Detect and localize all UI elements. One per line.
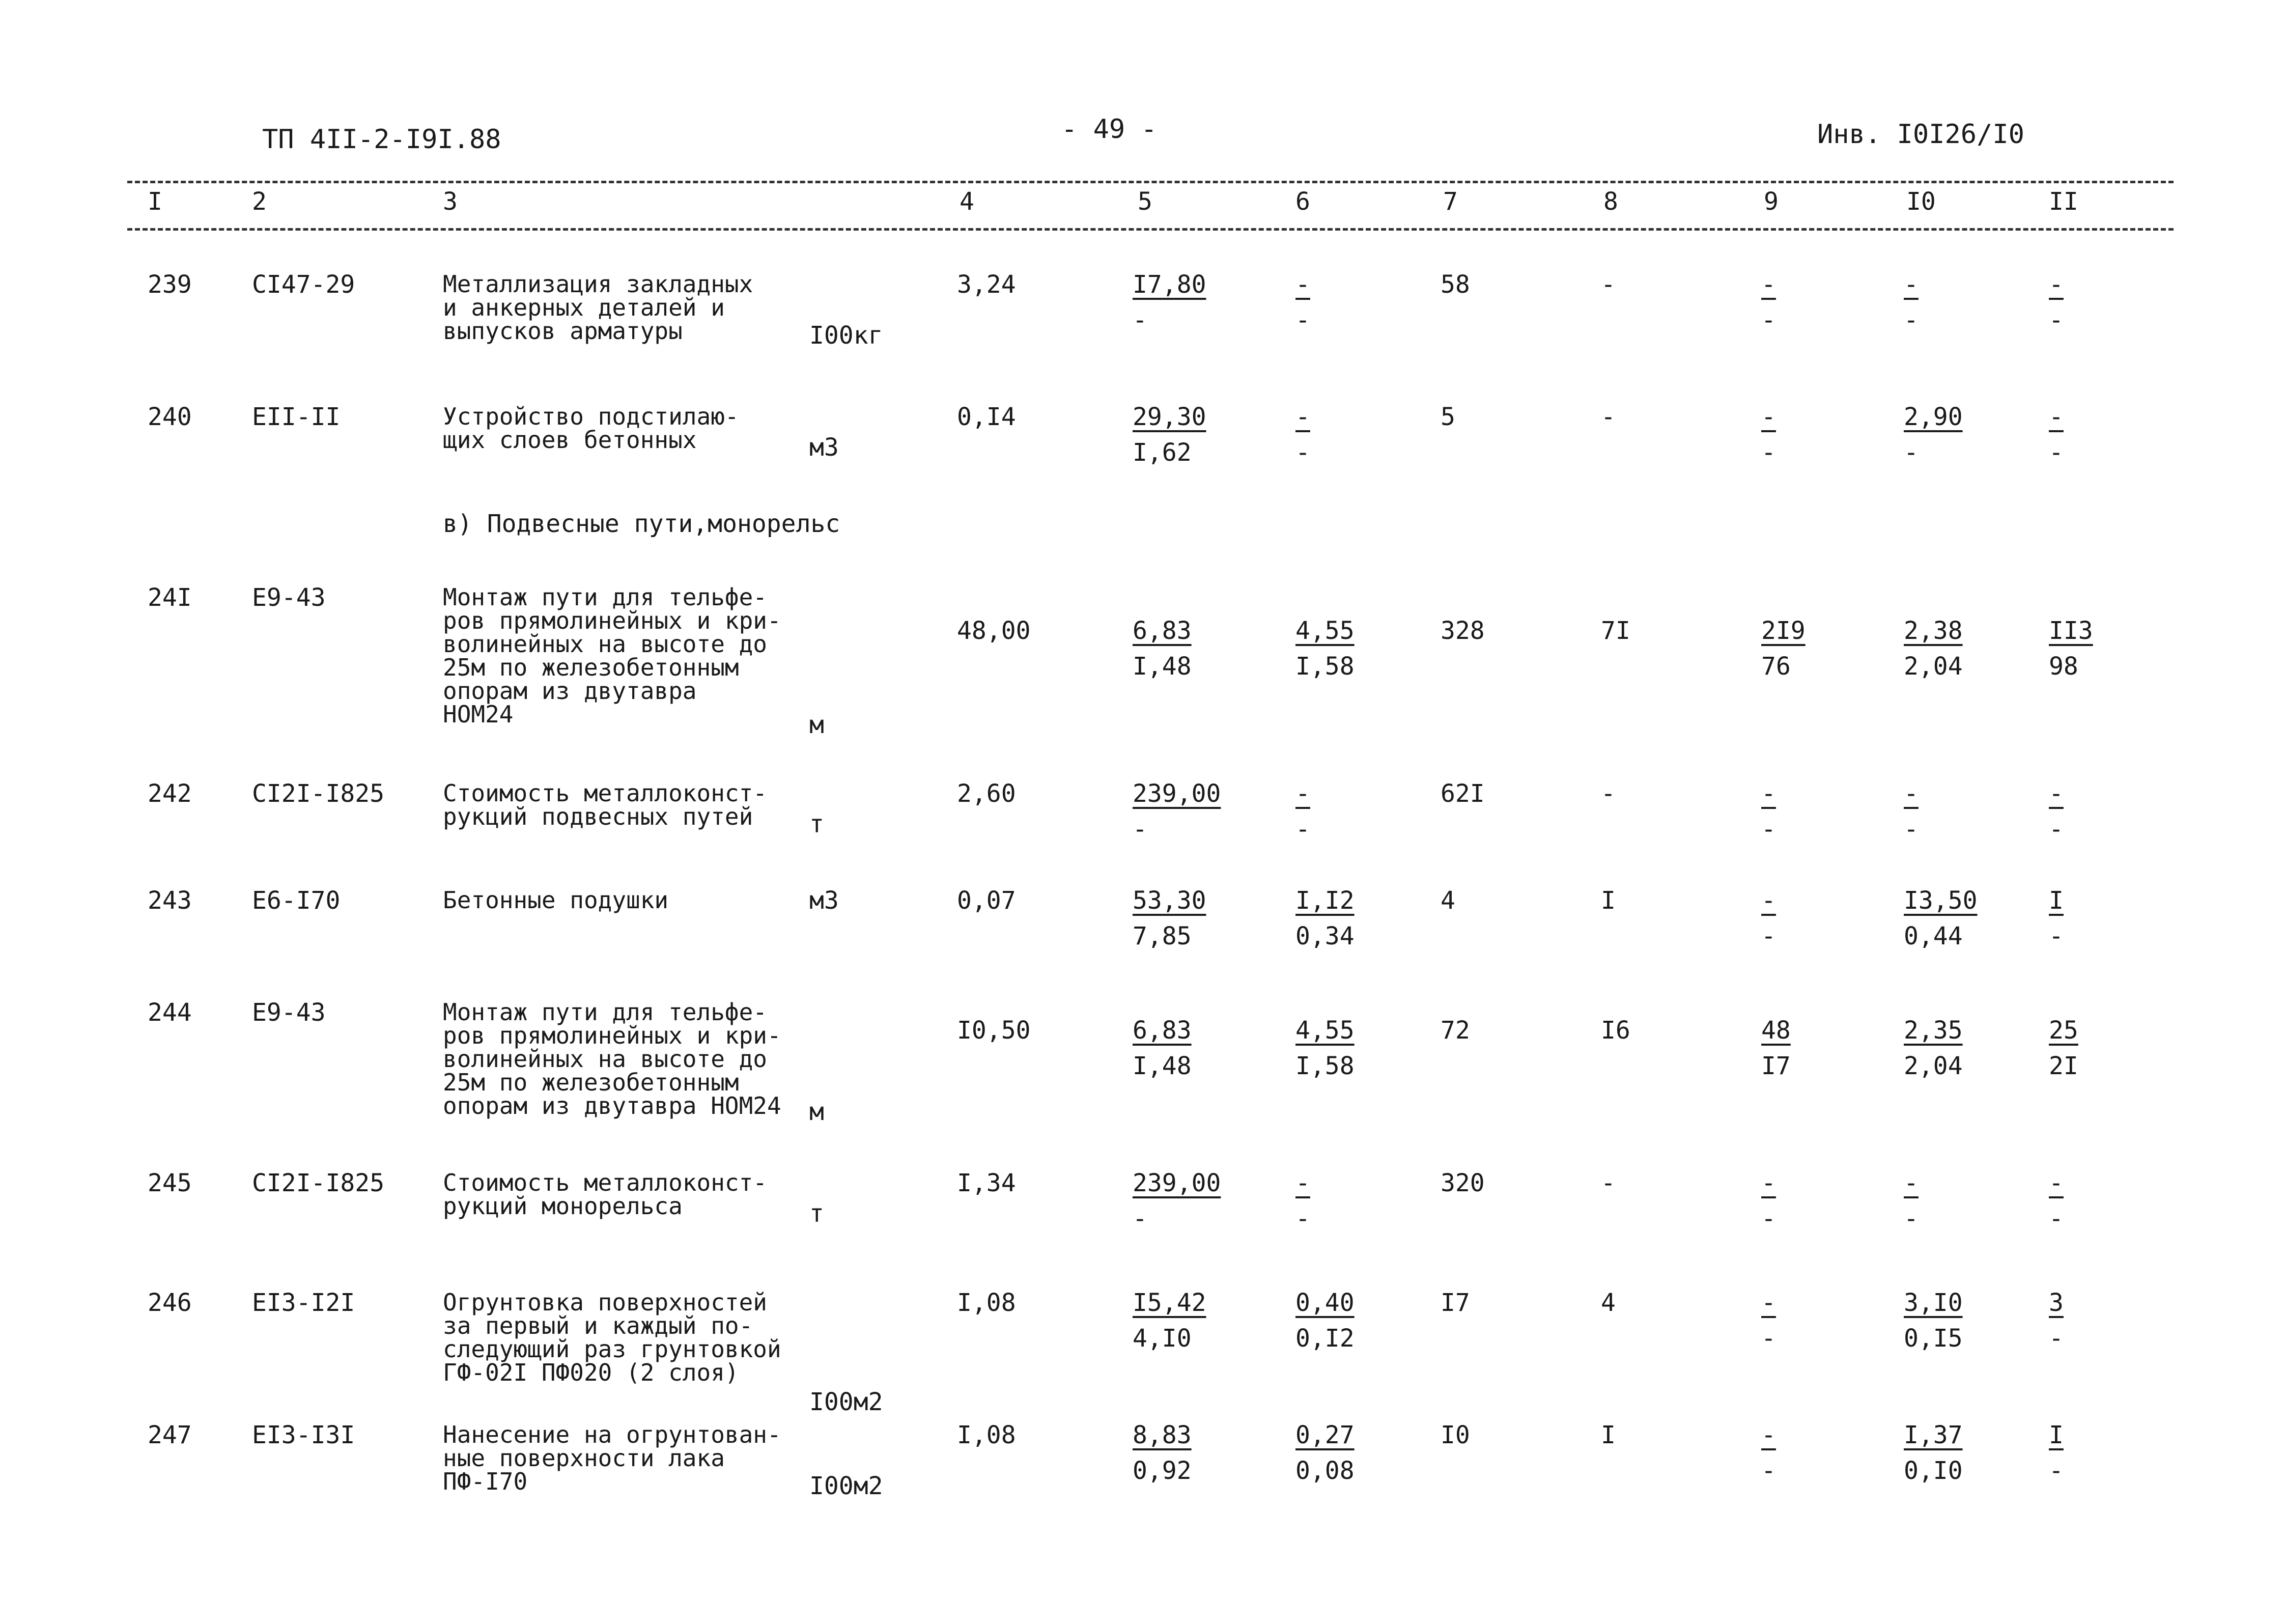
col6-value-numerator: - — [1295, 779, 1310, 808]
col9-value — [1761, 1171, 1782, 1231]
col6-value-numerator: I,I2 — [1295, 886, 1355, 915]
col11-value-numerator: 25 — [2049, 1016, 2078, 1045]
col6-value-denominator: - — [1295, 438, 1310, 467]
col5-value-numerator: 8,83 — [1133, 1421, 1192, 1449]
col-header-4: 4 — [960, 187, 974, 216]
header-rule-bottom — [127, 228, 2174, 231]
col10-value-numerator: I3,50 — [1904, 886, 1978, 915]
col9-value-denominator: - — [1761, 1205, 1776, 1233]
work-description: Монтаж пути для тельфе- ров прямолинейных и кри- волинейных на высоте до 25м по железобетонным опорам из двутавра НОМ24 — [443, 998, 781, 1119]
col7-value: 328 — [1441, 617, 1485, 645]
col9-value-denominator: - — [1761, 922, 1776, 950]
unit-of-measure: т — [809, 1199, 824, 1228]
col10-value-denominator: - — [1904, 306, 1919, 334]
col10-value-numerator: - — [1904, 270, 1919, 299]
col7-value: I7 — [1441, 1289, 1470, 1317]
col5-value — [1133, 272, 1206, 332]
col6-value — [1295, 781, 1316, 842]
rate-code: CI2I-I825 — [252, 779, 385, 808]
col11-value-numerator: - — [2049, 1169, 2064, 1197]
col6-value-denominator: 0,I2 — [1295, 1324, 1355, 1353]
rate-code: EI3-I3I — [252, 1421, 355, 1449]
col9-value-numerator: - — [1761, 779, 1776, 808]
col11-value-denominator: 98 — [2049, 652, 2078, 681]
col5-value-denominator: I,48 — [1133, 652, 1192, 681]
col6-value-denominator: I,58 — [1295, 1052, 1355, 1080]
col6-value-denominator: I,58 — [1295, 652, 1355, 681]
col10-value-denominator: 2,04 — [1904, 652, 1963, 681]
col5-value — [1133, 781, 1221, 842]
col8-value: I — [1601, 886, 1616, 915]
col6-value-numerator: - — [1295, 1169, 1310, 1197]
work-description: Бетонные подушки — [443, 886, 669, 914]
col5-value-denominator: - — [1133, 815, 1147, 844]
quantity: 3,24 — [957, 270, 1016, 299]
quantity: I,34 — [957, 1169, 1016, 1197]
col7-value: 58 — [1441, 270, 1470, 299]
col5-value-denominator: - — [1133, 1205, 1147, 1233]
col10-value-numerator: 2,90 — [1904, 403, 1963, 431]
col11-value — [2049, 405, 2069, 465]
row-number: 245 — [148, 1169, 192, 1197]
work-description: Устройство подстилаю- щих слоев бетонных — [443, 403, 739, 454]
col5-value — [1133, 888, 1206, 948]
col5-value-denominator: 0,92 — [1133, 1457, 1192, 1485]
col10-value-denominator: - — [1904, 438, 1919, 467]
col11-value-numerator: I — [2049, 886, 2064, 915]
col9-value — [1761, 1423, 1782, 1483]
col9-value-denominator: 76 — [1761, 652, 1791, 681]
rate-code: E9-43 — [252, 583, 326, 612]
col5-value-denominator: I,48 — [1133, 1052, 1192, 1080]
unit-of-measure: м — [809, 1098, 824, 1126]
col7-value: I0 — [1441, 1421, 1470, 1449]
col6-value — [1295, 1291, 1355, 1351]
col7-value: 72 — [1441, 1016, 1470, 1045]
col8-value: - — [1601, 403, 1616, 431]
quantity: 0,I4 — [957, 403, 1016, 431]
unit-of-measure: м3 — [809, 433, 839, 462]
rate-code: CI47-29 — [252, 270, 355, 299]
col6-value-numerator: - — [1295, 270, 1310, 299]
col10-value-denominator: 2,04 — [1904, 1052, 1963, 1080]
col10-value — [1904, 1291, 1963, 1351]
unit-of-measure: I00м2 — [809, 1472, 883, 1500]
col6-value-numerator: - — [1295, 403, 1310, 431]
col11-value — [2049, 888, 2069, 948]
page-number: - 49 - — [1061, 114, 1157, 145]
col5-value — [1133, 405, 1206, 465]
col6-value-denominator: 0,34 — [1295, 922, 1355, 950]
inventory-number: Инв. I0I26/I0 — [1817, 119, 2024, 150]
col9-value-denominator: - — [1761, 1457, 1776, 1485]
col5-value-numerator: 53,30 — [1133, 886, 1206, 915]
rate-code: E6-I70 — [252, 886, 341, 915]
col7-value: 62I — [1441, 779, 1485, 808]
col10-value — [1904, 888, 1978, 948]
rate-code: EII-II — [252, 403, 341, 431]
col8-value: - — [1601, 1169, 1616, 1197]
row-number: 246 — [148, 1289, 192, 1317]
col9-value — [1761, 1018, 1791, 1078]
row-number: 24I — [148, 583, 192, 612]
col10-value — [1904, 405, 1963, 465]
col10-value — [1904, 781, 1924, 842]
quantity: 2,60 — [957, 779, 1016, 808]
rate-code: CI2I-I825 — [252, 1169, 385, 1197]
col6-value — [1295, 272, 1316, 332]
col9-value — [1761, 888, 1782, 948]
rate-code: EI3-I2I — [252, 1289, 355, 1317]
col8-value: - — [1601, 779, 1616, 808]
col11-value-denominator: - — [2049, 1324, 2064, 1353]
col10-value-denominator: - — [1904, 1205, 1919, 1233]
col5-value — [1133, 1171, 1221, 1231]
col9-value-numerator: - — [1761, 1289, 1776, 1317]
work-description: Огрунтовка поверхностей за первый и каждый по- следующий раз грунтовкой ГФ-02I ПФ020 (2 слоя) — [443, 1289, 781, 1386]
col-header-8: 8 — [1603, 187, 1618, 216]
col5-value — [1133, 1018, 1192, 1078]
col11-value — [2049, 1291, 2069, 1351]
col11-value — [2049, 1423, 2069, 1483]
col11-value-denominator: - — [2049, 438, 2064, 467]
col9-value — [1761, 619, 1806, 679]
col6-value — [1295, 619, 1355, 679]
col6-value-numerator: 4,55 — [1295, 1016, 1355, 1045]
col5-value-numerator: 239,00 — [1133, 779, 1221, 808]
col5-value — [1133, 619, 1192, 679]
col10-value-denominator: 0,44 — [1904, 922, 1963, 950]
col10-value — [1904, 619, 1963, 679]
col11-value-denominator: - — [2049, 306, 2064, 334]
col11-value-denominator: 2I — [2049, 1052, 2078, 1080]
header-rule-top — [127, 181, 2174, 183]
col6-value-denominator: - — [1295, 815, 1310, 844]
col-header-7: 7 — [1443, 187, 1458, 216]
col9-value-denominator: - — [1761, 815, 1776, 844]
col7-value: 5 — [1441, 403, 1455, 431]
quantity: I0,50 — [957, 1016, 1031, 1045]
col6-value — [1295, 1171, 1316, 1231]
col8-value: I — [1601, 1421, 1616, 1449]
col-header-9: 9 — [1764, 187, 1779, 216]
col5-value-numerator: I5,42 — [1133, 1289, 1206, 1317]
col11-value — [2049, 781, 2069, 842]
col-header-2: 2 — [252, 187, 267, 216]
row-number: 247 — [148, 1421, 192, 1449]
col9-value-denominator: - — [1761, 1324, 1776, 1353]
col10-value-numerator: 2,38 — [1904, 617, 1963, 645]
col9-value-numerator: - — [1761, 270, 1776, 299]
work-description: Нанесение на огрунтован- ные поверхности лака ПФ-I70 — [443, 1421, 781, 1495]
col11-value-numerator: II3 — [2049, 617, 2093, 645]
col6-value-denominator: 0,08 — [1295, 1457, 1355, 1485]
col11-value-denominator: - — [2049, 815, 2064, 844]
quantity: 48,00 — [957, 617, 1031, 645]
col10-value-numerator: - — [1904, 779, 1919, 808]
col8-value: - — [1601, 270, 1616, 299]
document-code: ТП 4II-2-I9I.88 — [262, 124, 501, 155]
col11-value — [2049, 619, 2093, 679]
col6-value — [1295, 405, 1316, 465]
col11-value-numerator: I — [2049, 1421, 2064, 1449]
col9-value-denominator: - — [1761, 306, 1776, 334]
rate-code: E9-43 — [252, 998, 326, 1027]
col10-value — [1904, 1171, 1924, 1231]
col10-value-denominator: 0,I5 — [1904, 1324, 1963, 1353]
section-title: в) Подвесные пути,монорельс — [443, 510, 840, 538]
col9-value-numerator: - — [1761, 1169, 1776, 1197]
col6-value-denominator: - — [1295, 1205, 1310, 1233]
col9-value-numerator: 48 — [1761, 1016, 1791, 1045]
col7-value: 4 — [1441, 886, 1455, 915]
unit-of-measure: I00м2 — [809, 1388, 883, 1416]
col9-value — [1761, 781, 1782, 842]
col11-value — [2049, 1018, 2078, 1078]
col6-value-numerator: 0,27 — [1295, 1421, 1355, 1449]
col11-value-denominator: - — [2049, 1457, 2064, 1485]
col5-value-numerator: 6,83 — [1133, 617, 1192, 645]
col6-value-numerator: 4,55 — [1295, 617, 1355, 645]
col5-value-numerator: 239,00 — [1133, 1169, 1221, 1197]
col5-value-numerator: 6,83 — [1133, 1016, 1192, 1045]
col11-value-numerator: - — [2049, 779, 2064, 808]
col10-value-denominator: - — [1904, 815, 1919, 844]
col5-value-denominator: - — [1133, 306, 1147, 334]
col-header-11: II — [2049, 187, 2078, 216]
col6-value — [1295, 1423, 1355, 1483]
col9-value-numerator: - — [1761, 886, 1776, 915]
row-number: 242 — [148, 779, 192, 808]
unit-of-measure: т — [809, 810, 824, 838]
col9-value-numerator: - — [1761, 403, 1776, 431]
unit-of-measure: м — [809, 711, 824, 739]
quantity: I,08 — [957, 1289, 1016, 1317]
col6-value-numerator: 0,40 — [1295, 1289, 1355, 1317]
col9-value-denominator: - — [1761, 438, 1776, 467]
col5-value-denominator: 4,I0 — [1133, 1324, 1192, 1353]
col-header-10: I0 — [1906, 187, 1936, 216]
work-description: Стоимость металлоконст- рукций монорельса — [443, 1169, 767, 1220]
quantity: I,08 — [957, 1421, 1016, 1449]
col5-value — [1133, 1423, 1192, 1483]
col8-value: 7I — [1601, 617, 1630, 645]
col8-value: I6 — [1601, 1016, 1630, 1045]
row-number: 240 — [148, 403, 192, 431]
col9-value-numerator: - — [1761, 1421, 1776, 1449]
col10-value-numerator: 2,35 — [1904, 1016, 1963, 1045]
col9-value — [1761, 405, 1782, 465]
col9-value-numerator: 2I9 — [1761, 617, 1806, 645]
unit-of-measure: I00кг — [809, 321, 883, 350]
col9-value — [1761, 272, 1782, 332]
work-description: Металлизация закладных и анкерных деталей и выпусков арматуры — [443, 270, 753, 345]
col9-value — [1761, 1291, 1782, 1351]
col6-value — [1295, 1018, 1355, 1078]
quantity: 0,07 — [957, 886, 1016, 915]
row-number: 244 — [148, 998, 192, 1027]
col6-value — [1295, 888, 1355, 948]
col7-value: 320 — [1441, 1169, 1485, 1197]
work-description: Монтаж пути для тельфе- ров прямолинейных и кри- волинейных на высоте до 25м по железобетонным опорам из двутавра НОМ24 — [443, 583, 781, 728]
col-header-3: 3 — [443, 187, 458, 216]
col10-value-numerator: I,37 — [1904, 1421, 1963, 1449]
col-header-1: I — [148, 187, 162, 216]
col11-value — [2049, 272, 2069, 332]
row-number: 243 — [148, 886, 192, 915]
col5-value-numerator: I7,80 — [1133, 270, 1206, 299]
row-number: 239 — [148, 270, 192, 299]
unit-of-measure: м3 — [809, 886, 839, 915]
col5-value-denominator: 7,85 — [1133, 922, 1192, 950]
col10-value-numerator: 3,I0 — [1904, 1289, 1963, 1317]
col11-value-denominator: - — [2049, 922, 2064, 950]
col11-value-denominator: - — [2049, 1205, 2064, 1233]
col11-value — [2049, 1171, 2069, 1231]
col5-value-numerator: 29,30 — [1133, 403, 1206, 431]
col8-value: 4 — [1601, 1289, 1616, 1317]
col10-value-denominator: 0,I0 — [1904, 1457, 1963, 1485]
col-header-5: 5 — [1138, 187, 1152, 216]
col9-value-denominator: I7 — [1761, 1052, 1791, 1080]
col6-value-denominator: - — [1295, 306, 1310, 334]
col5-value-denominator: I,62 — [1133, 438, 1192, 467]
col10-value — [1904, 1423, 1963, 1483]
col11-value-numerator: - — [2049, 403, 2064, 431]
col10-value-numerator: - — [1904, 1169, 1919, 1197]
col11-value-numerator: - — [2049, 270, 2064, 299]
col11-value-numerator: 3 — [2049, 1289, 2064, 1317]
work-description: Стоимость металлоконст- рукций подвесных путей — [443, 779, 767, 830]
col10-value — [1904, 272, 1924, 332]
col-header-6: 6 — [1295, 187, 1310, 216]
col5-value — [1133, 1291, 1206, 1351]
col10-value — [1904, 1018, 1963, 1078]
